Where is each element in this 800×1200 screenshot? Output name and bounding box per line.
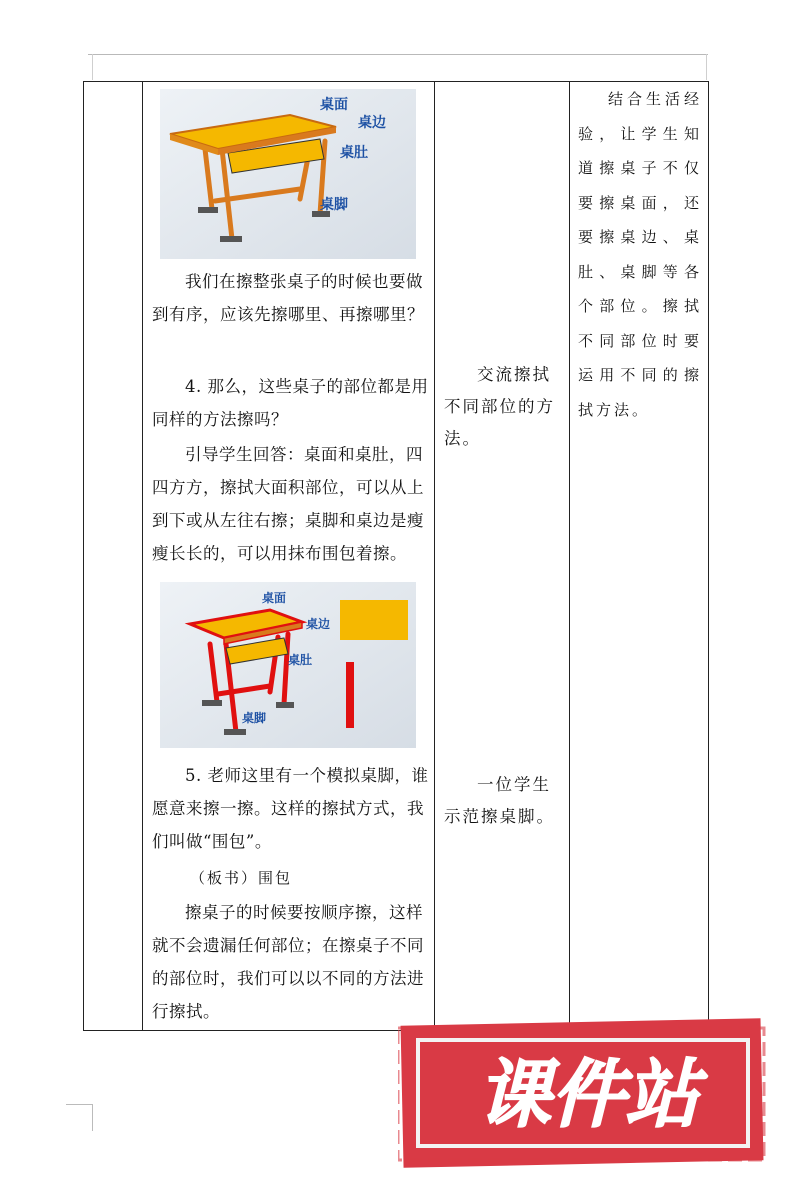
desk1-label-edge: 桌边: [358, 115, 386, 131]
desk1-label-leg: 桌脚: [320, 197, 348, 213]
table-col-border-4: [569, 81, 570, 1031]
paragraph-step-5: 5. 老师这里有一个模拟桌脚，谁愿意来擦一擦。这样的擦拭方式，我们叫做“围包”。: [152, 766, 429, 851]
paragraph-question-4: 4. 那么，这些桌子的部位都是用同样的方法擦吗？: [152, 377, 429, 429]
page-header-line: [88, 54, 708, 55]
desk-diagram-1: [160, 89, 416, 259]
table-col-border-5: [708, 81, 709, 1031]
paragraph-guide-answer: 引导学生回答：桌面和桌肚，四四方方，擦拭大面积部位，可以从上到下或从左往右擦；桌脚和桌边是瘦瘦长长的，可以用抹布围包着擦。: [152, 445, 424, 563]
paragraph-summary: 擦桌子的时候要按顺序擦，这样就不会遗漏任何部位；在擦桌子不同的部位时，我们可以以不同的方法进行擦拭。: [152, 903, 424, 1021]
watermark-stamp: [398, 1014, 768, 1170]
page-corner-mark: [66, 1104, 93, 1131]
header-corner-left: [92, 54, 93, 80]
student-activity-1: 交流擦拭不同部位的方法。: [444, 365, 555, 448]
desk-diagram-2: [160, 582, 416, 748]
desk1-label-drawer: 桌肚: [340, 145, 368, 161]
desk2-label-leg: 桌脚: [242, 711, 267, 725]
table-col-border-2: [142, 81, 143, 1031]
table-col-border-1: [83, 81, 84, 1031]
desk2-label-edge: 桌边: [306, 617, 331, 631]
design-intent-text: 结合生活经验，让学生知道擦桌子不仅要擦桌面，还要擦桌边、桌肚、桌脚等各个部位。擦拭不同部位时要运用不同的擦拭方法。: [578, 90, 702, 419]
desk2-label-top: 桌面: [262, 591, 287, 605]
watermark-text: 课件站: [477, 1052, 699, 1138]
paragraph-board-note: （板书）围包: [190, 869, 293, 887]
student-activity-2: 一位学生示范擦桌脚。: [444, 775, 555, 826]
header-corner-right: [706, 54, 707, 80]
desk1-label-top: 桌面: [320, 97, 348, 113]
desk2-label-drawer: 桌肚: [288, 653, 313, 667]
paragraph-order: 我们在擦整张桌子的时候也要做到有序，应该先擦哪里、再擦哪里？: [152, 272, 424, 324]
